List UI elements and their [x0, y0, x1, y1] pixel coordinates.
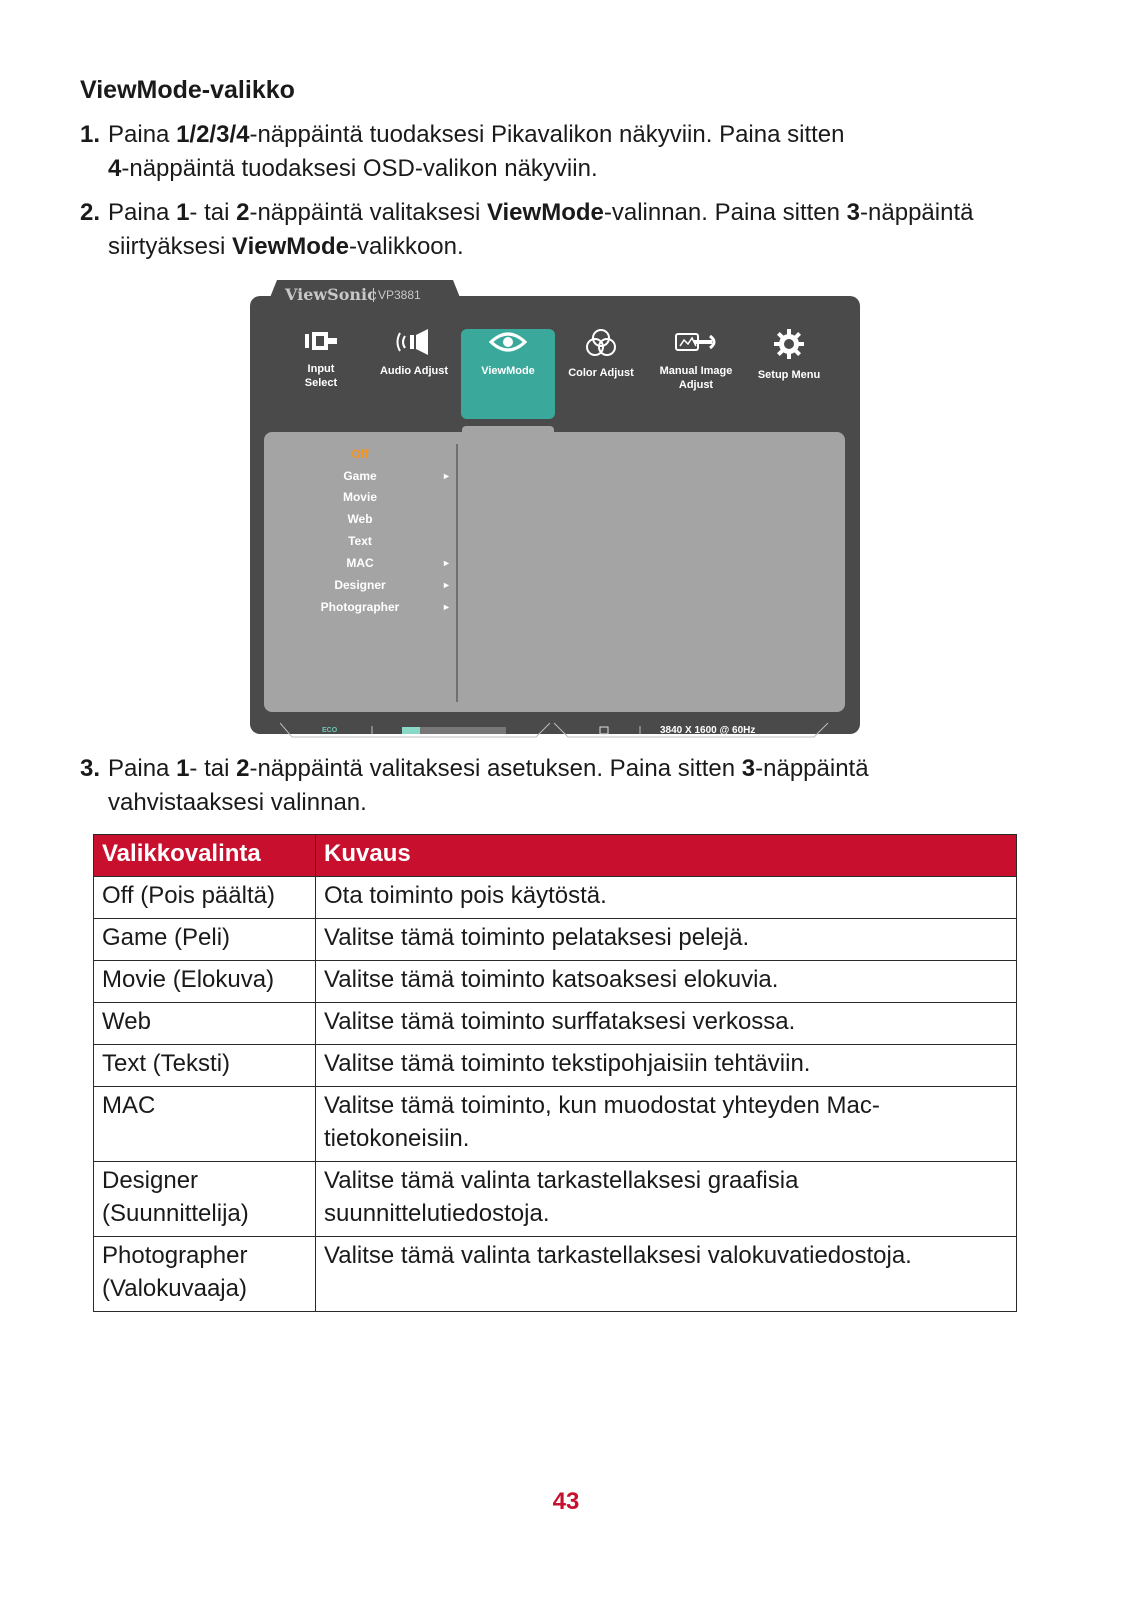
step-2-line-2: siirtyäksesi ViewMode-valikkoon.	[108, 233, 464, 260]
step-2-line-1: Paina 1- tai 2-näppäintä valitaksesi ViewMode-valinnan. Paina sitten 3-näppäintä	[108, 199, 974, 226]
tab-input-select[interactable]: Input Select	[274, 328, 368, 390]
table-row	[94, 1087, 1017, 1162]
panel-divider	[456, 444, 458, 702]
menu-item-photographer[interactable]: Photographer	[320, 600, 400, 614]
osd-menu-screenshot	[250, 280, 880, 754]
description-cell: Ota toiminto pois käytöstä.	[316, 877, 1017, 919]
submenu-arrow-icon: ►	[442, 602, 451, 612]
description-cell: Valitse tämä valinta tarkastellaksesi valokuvatiedostoja.	[316, 1237, 1017, 1312]
section-heading: ViewMode-valikko	[80, 76, 295, 104]
description-cell: Valitse tämä toiminto tekstipohjaisiin tehtäviin.	[316, 1045, 1017, 1087]
table-row	[94, 1162, 1017, 1237]
column-header-option: Valikkovalinta	[94, 835, 316, 877]
input-select-icon	[303, 328, 339, 354]
step-number: 1.	[80, 121, 101, 148]
table-row	[94, 1045, 1017, 1087]
table-row	[94, 1237, 1017, 1312]
step-1-line-1: Paina 1/2/3/4-näppäintä tuodaksesi Pikavalikon näkyviin. Paina sitten	[108, 121, 845, 148]
resolution-readout: 3840 X 1600 @ 60Hz	[660, 725, 756, 736]
option-cell: Off (Pois päältä)	[94, 877, 316, 919]
menu-item-game[interactable]: Game	[343, 469, 377, 483]
menu-item-movie[interactable]: Movie	[342, 490, 377, 504]
description-cell: Valitse tämä valinta tarkastellaksesi graafisia suunnittelutiedostoja.	[316, 1162, 1017, 1237]
column-header-description: Kuvaus	[316, 835, 1017, 877]
description-cell: Valitse tämä toiminto, kun muodostat yhteyden Mac-tietokoneisiin.	[316, 1087, 1017, 1162]
osd-status-bar	[280, 721, 830, 741]
image-adjust-icon	[674, 328, 718, 356]
table-row	[94, 919, 1017, 961]
description-cell: Valitse tämä toiminto katsoaksesi elokuvia.	[316, 961, 1017, 1003]
step-3-line-2: vahvistaaksesi valinnan.	[108, 789, 367, 816]
page-number: 43	[552, 1488, 580, 1515]
osd-frame	[250, 296, 860, 734]
tab-manual-image-adjust[interactable]: Manual Image Adjust	[649, 328, 743, 392]
eye-icon	[488, 328, 528, 356]
viewmode-options-table	[93, 834, 1017, 1312]
submenu-arrow-icon: ►	[442, 558, 451, 568]
submenu-arrow-icon: ►	[442, 580, 451, 590]
color-circles-icon	[583, 328, 619, 358]
tab-audio-adjust[interactable]: Audio Adjust	[367, 328, 461, 378]
description-cell: Valitse tämä toiminto surffataksesi verkossa.	[316, 1003, 1017, 1045]
option-cell: Movie (Elokuva)	[94, 961, 316, 1003]
table-row	[94, 961, 1017, 1003]
menu-item-off[interactable]: Off	[351, 447, 369, 461]
option-cell: Text (Teksti)	[94, 1045, 316, 1087]
menu-item-text[interactable]: Text	[348, 534, 372, 548]
description-cell: Valitse tämä toiminto pelataksesi pelejä.	[316, 919, 1017, 961]
step-number: 3.	[80, 755, 101, 782]
menu-item-mac[interactable]: MAC	[346, 556, 374, 570]
table-row	[94, 877, 1017, 919]
menu-item-web[interactable]: Web	[347, 512, 373, 526]
table-header-row	[94, 835, 1017, 877]
option-cell: Photographer (Valokuvaaja)	[94, 1237, 316, 1312]
gear-icon	[772, 328, 806, 360]
tab-setup-menu[interactable]: Setup Menu	[742, 328, 836, 382]
viewmode-submenu-panel	[264, 432, 845, 712]
step-1-line-2: 4-näppäintä tuodaksesi OSD-valikon näkyviin.	[108, 155, 598, 182]
option-cell: Game (Peli)	[94, 919, 316, 961]
step-number: 2.	[80, 199, 101, 226]
step-3-line-1: Paina 1- tai 2-näppäintä valitaksesi asetuksen. Paina sitten 3-näppäintä	[108, 755, 869, 782]
osd-brand-logo: ViewSonic	[285, 285, 377, 304]
tab-viewmode[interactable]: ViewMode	[461, 329, 555, 419]
menu-item-designer[interactable]: Designer	[334, 578, 386, 592]
audio-icon	[394, 328, 434, 356]
osd-model-name: VP3881	[373, 288, 421, 302]
table-row	[94, 1003, 1017, 1045]
eco-icon: ECO	[322, 727, 338, 734]
option-cell: Designer (Suunnittelija)	[94, 1162, 316, 1237]
tab-color-adjust[interactable]: Color Adjust	[554, 328, 648, 380]
option-cell: Web	[94, 1003, 316, 1045]
submenu-arrow-icon: ►	[442, 471, 451, 481]
option-cell: MAC	[94, 1087, 316, 1162]
